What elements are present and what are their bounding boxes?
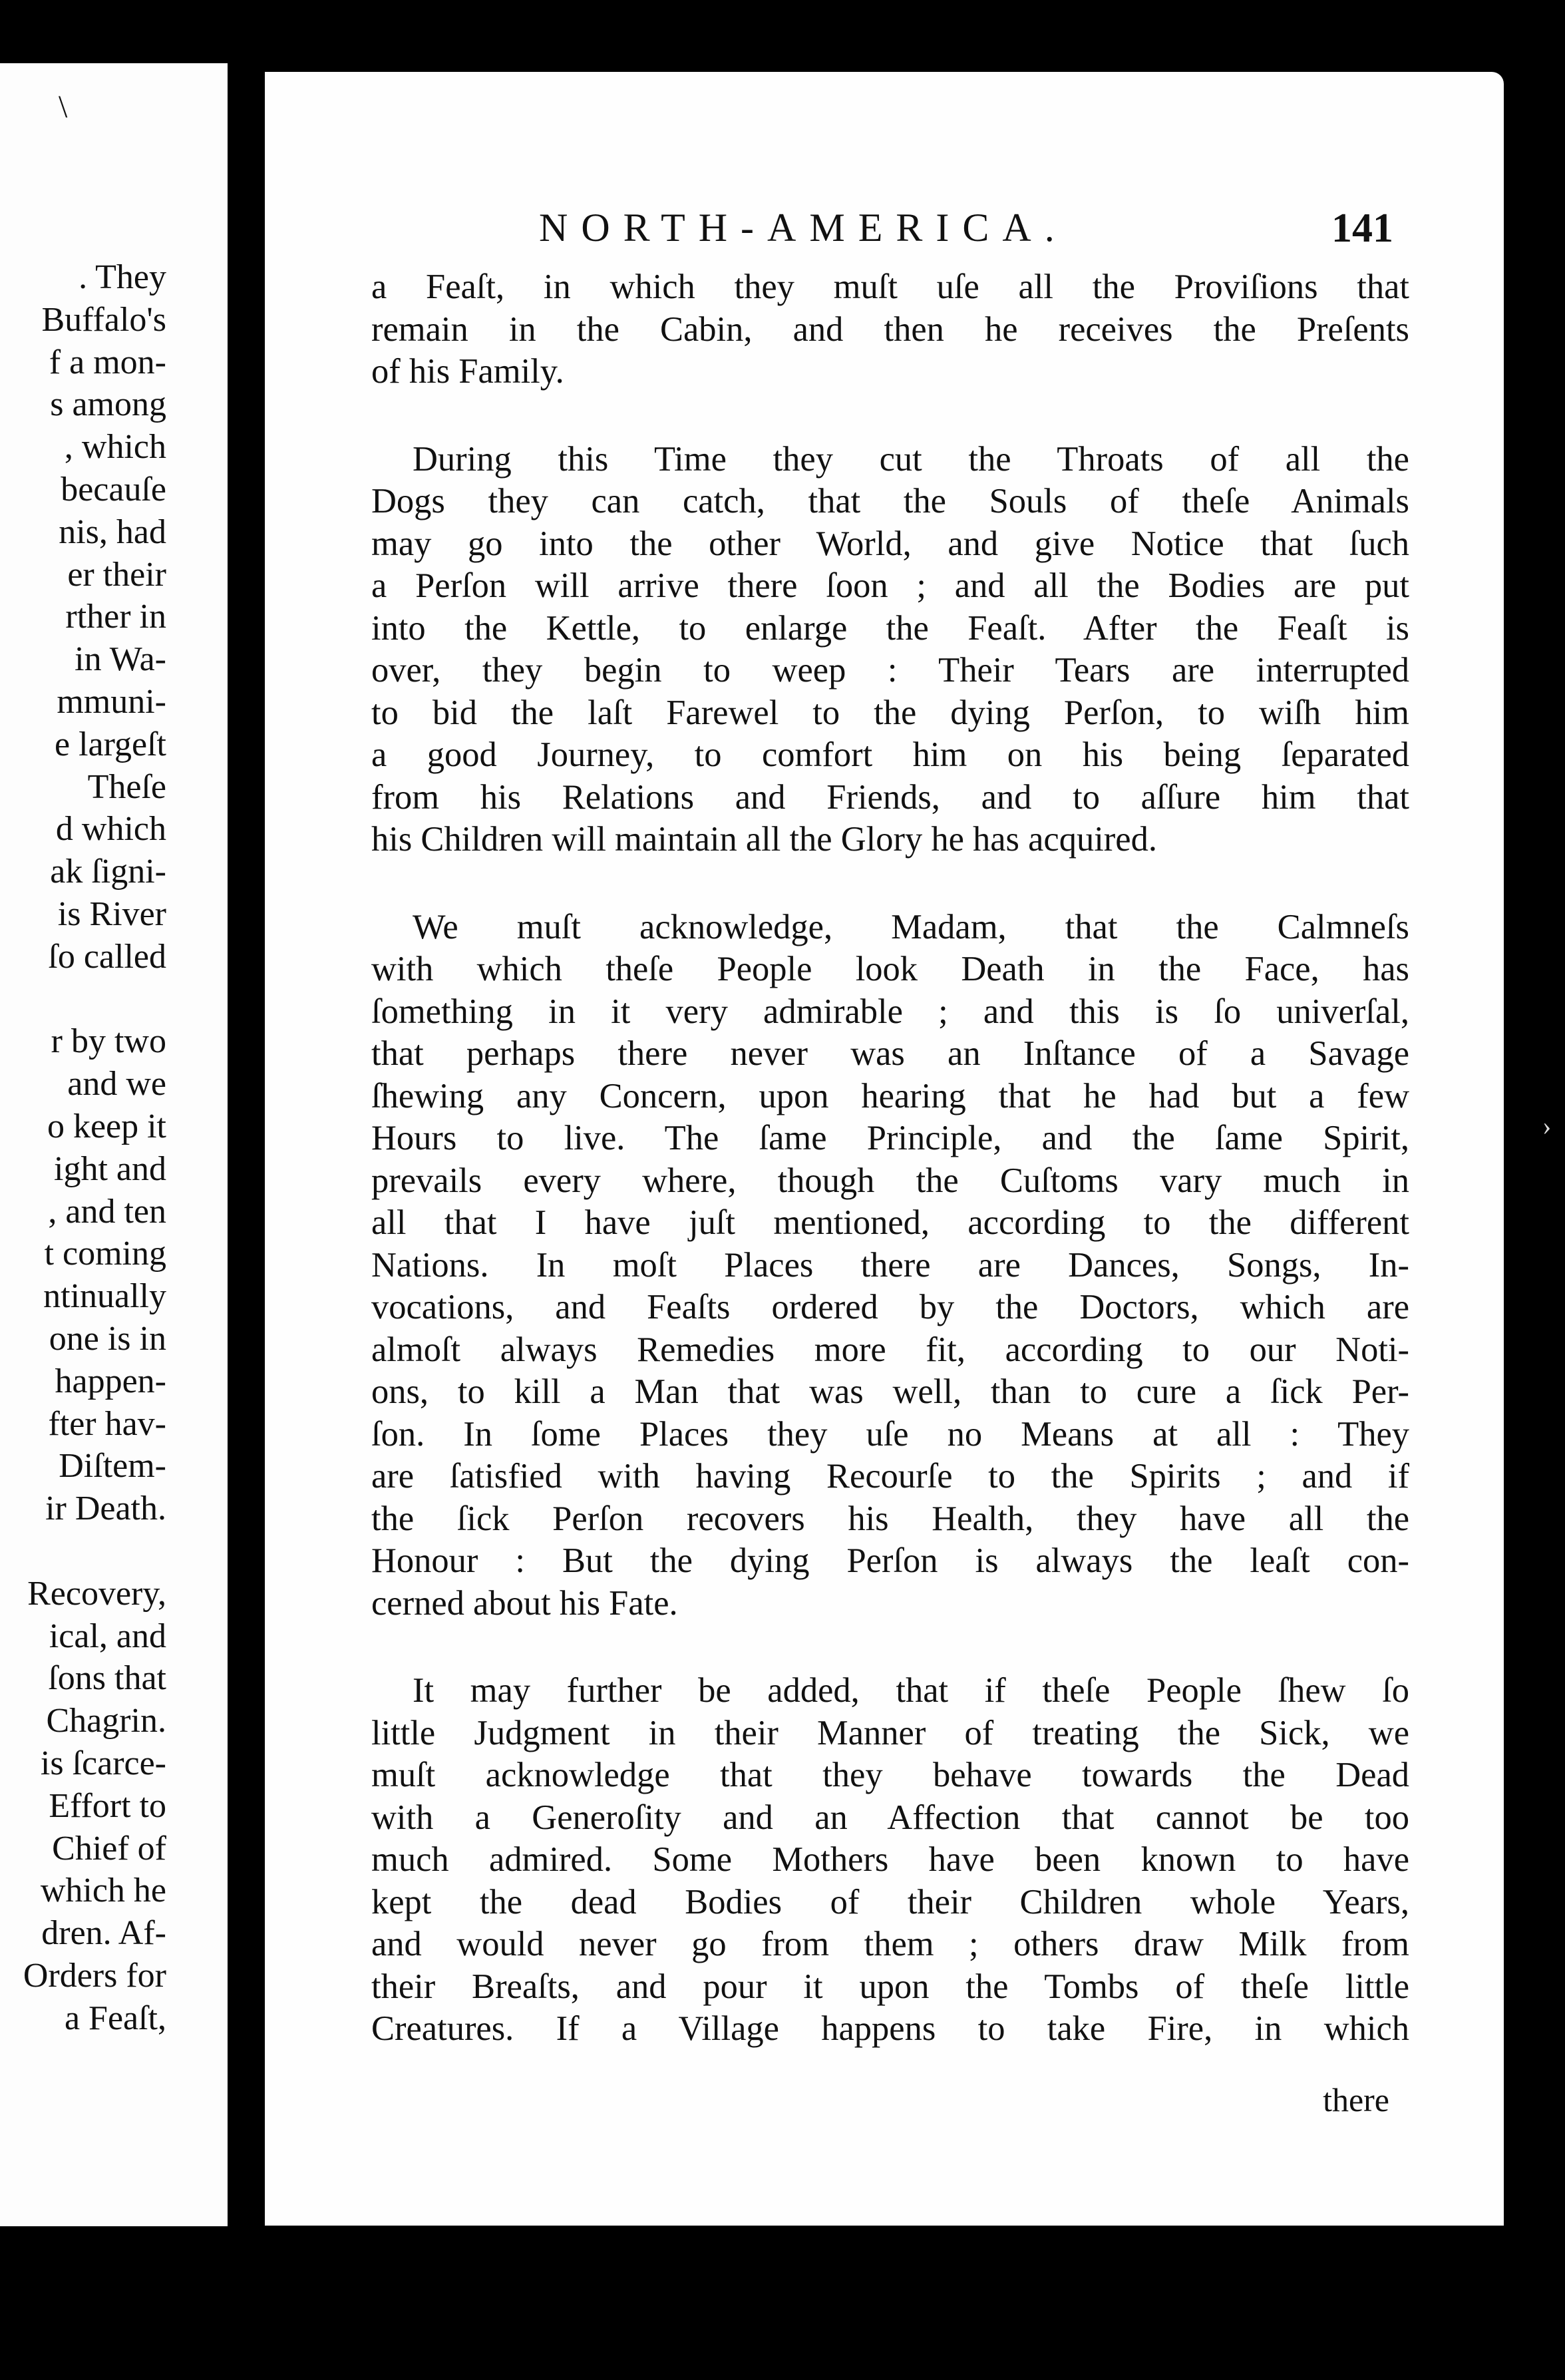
catchword: there (1323, 2081, 1389, 2118)
text-line: that perhaps there never was an Inſtance of a Savage (371, 1034, 1409, 1073)
left-page-text-fragment: in Wa- (75, 640, 166, 679)
paragraph (371, 1670, 1409, 2051)
text-line: Hours to live. The ſame Principle, and the ſame Spirit, (371, 1119, 1409, 1157)
paragraph (371, 906, 1409, 1625)
text-line: ons, to kill a Man that was well, than to cure a ſick Per- (371, 1372, 1409, 1411)
left-page-text-fragment: ir Death. (45, 1489, 166, 1528)
paragraph (371, 266, 1409, 393)
text-line: over, they begin to weep : Their Tears are interrupted (371, 651, 1409, 690)
text-line: to bid the laſt Farewel to the dying Perſon, to wiſh him (371, 693, 1409, 732)
body-text (371, 266, 1409, 2096)
left-page-fragment (0, 63, 228, 2226)
left-page-text-fragment: Theſe (87, 767, 166, 806)
left-page-text-fragment: mmuni- (57, 683, 166, 721)
text-line: from his Relations and Friends, and to aſſure him that (371, 777, 1409, 817)
text-line: are ſatisfied with having Recourſe to the Spirits ; and if (371, 1457, 1409, 1495)
running-head: NORTH-AMERICA. (539, 206, 1068, 250)
text-line: their Breaſts, and pour it upon the Tombs of theſe little (371, 1967, 1409, 2006)
left-page-text-fragment: happen- (55, 1362, 166, 1400)
text-line: a good Journey, to comfort him on his being ſeparated (371, 735, 1409, 774)
text-line: Creatures. If a Village happens to take Fire, in which (371, 2009, 1409, 2048)
text-line: prevails every where, though the Cuſtoms vary much in (371, 1161, 1409, 1200)
text-line: all that I have juſt mentioned, according to the different (371, 1203, 1409, 1242)
text-line: muſt acknowledge that they behave towards the Dead (371, 1756, 1409, 1794)
text-line: remain in the Cabin, and then he receives the Preſents (371, 309, 1409, 349)
left-page-text-fragment: r by two (51, 1022, 166, 1061)
text-line: Honour : But the dying Perſon is always the leaſt con- (371, 1541, 1409, 1580)
text-line: cerned about his Fate. (371, 1583, 678, 1623)
text-line: much admired. Some Mothers have been known to have (371, 1840, 1409, 1879)
text-line: Dogs they can catch, that the Souls of theſe Animals (371, 482, 1409, 520)
text-line: of his Family. (371, 352, 564, 391)
left-page-text-fragment: Diſtem- (59, 1447, 166, 1486)
paragraph (371, 439, 1409, 861)
left-page-text-fragment: and we (67, 1065, 166, 1103)
text-line: kept the dead Bodies of their Children whole Years, (371, 1882, 1409, 1921)
left-page-text-fragment: one is in (49, 1320, 166, 1358)
left-page-text-fragment: d which (55, 810, 166, 849)
text-line: We muſt acknowledge, Madam, that the Calmneſs (413, 907, 1409, 946)
text-line: ſomething in it very admirable ; and this is ſo univerſal, (371, 992, 1409, 1031)
text-line: a Perſon will arrive there ſoon ; and all the Bodies are put (371, 566, 1409, 605)
text-line: ſhewing any Concern, upon hearing that he had but a few (371, 1076, 1409, 1115)
left-page-text-fragment: f a mon- (49, 343, 166, 381)
text-line: the ſick Perſon recovers his Health, they have all the (371, 1499, 1409, 1538)
text-line: vocations, and Feaſts ordered by the Doctors, which are (371, 1288, 1409, 1326)
edge-mark: › (1542, 1111, 1552, 1141)
left-page-text-fragment: Chief of (52, 1829, 166, 1868)
left-page-mark: \ (59, 89, 68, 124)
left-page-text-fragment: a Feaſt, (64, 1999, 166, 2037)
text-line: little Judgment in their Manner of treating the Sick, we (371, 1713, 1409, 1752)
text-line: into the Kettle, to enlarge the Feaſt. After the Feaſt is (371, 608, 1409, 648)
left-page-text-fragment: ight and (54, 1149, 166, 1188)
text-line: his Children will maintain all the Glory he has acquired. (371, 820, 1157, 859)
left-page-text-fragment: Recovery, (27, 1574, 166, 1613)
left-page-text-fragment: o keep it (47, 1107, 166, 1145)
left-page-text-fragment: rther in (65, 598, 166, 636)
text-line: with a Generoſity and an Affection that cannot be too (371, 1798, 1409, 1837)
left-page-text-fragment: . They (79, 258, 166, 296)
left-page-text-fragment: fter hav- (48, 1404, 166, 1443)
left-page-text-fragment: e largeſt (55, 725, 166, 763)
left-page-text-fragment: ical, and (49, 1617, 166, 1655)
left-page-text-fragment: dren. Af- (41, 1914, 166, 1953)
left-page-text-fragment: Effort to (49, 1786, 166, 1825)
left-page-text-fragment: is River (57, 895, 166, 933)
page-header (265, 205, 1504, 265)
text-line: ſon. In ſome Places they uſe no Means at all : They (371, 1414, 1409, 1454)
left-page-text-fragment: , and ten (48, 1192, 166, 1231)
left-page-text-fragment: Chagrin. (46, 1702, 166, 1740)
page-number: 141 (1331, 206, 1393, 251)
text-line: It may further be added, that if theſe People ſhew ſo (413, 1671, 1409, 1710)
book-gutter (228, 40, 265, 2250)
text-line: and would never go from them ; others draw Milk from (371, 1925, 1409, 1963)
left-page-text-fragment: nis, had (59, 512, 166, 551)
text-line: During this Time they cut the Throats of all the (413, 439, 1409, 479)
text-line: a Feaſt, in which they muſt uſe all the Proviſions that (371, 268, 1409, 306)
left-page-text-fragment: er their (67, 555, 166, 594)
left-page-text-fragment: s among (50, 385, 166, 424)
text-line: may go into the other World, and give Notice that ſuch (371, 524, 1409, 563)
text-line: Nations. In moſt Places there are Dances, Songs, In- (371, 1245, 1409, 1285)
left-page-text-fragment: t coming (44, 1235, 166, 1273)
left-page-text-fragment: , which (64, 428, 166, 467)
left-page-text-fragment: Orders for (23, 1957, 166, 1995)
text-line: with which theſe People look Death in the Face, has (371, 950, 1409, 988)
left-page-text-fragment: ſo called (48, 937, 166, 976)
left-page-text-fragment: Buffalo's (41, 300, 166, 339)
left-page-text-fragment: becauſe (61, 471, 166, 508)
book-page (265, 72, 1504, 2226)
left-page-text-fragment: ntinually (43, 1277, 166, 1316)
left-page-text-fragment: ſons that (48, 1659, 166, 1698)
left-page-text-fragment: which he (40, 1872, 166, 1910)
text-line: almoſt always Remedies more fit, according to our Noti- (371, 1330, 1409, 1369)
left-page-text-fragment: ak ſigni- (50, 853, 166, 891)
left-page-text-fragment: is ſcarce- (40, 1744, 166, 1782)
